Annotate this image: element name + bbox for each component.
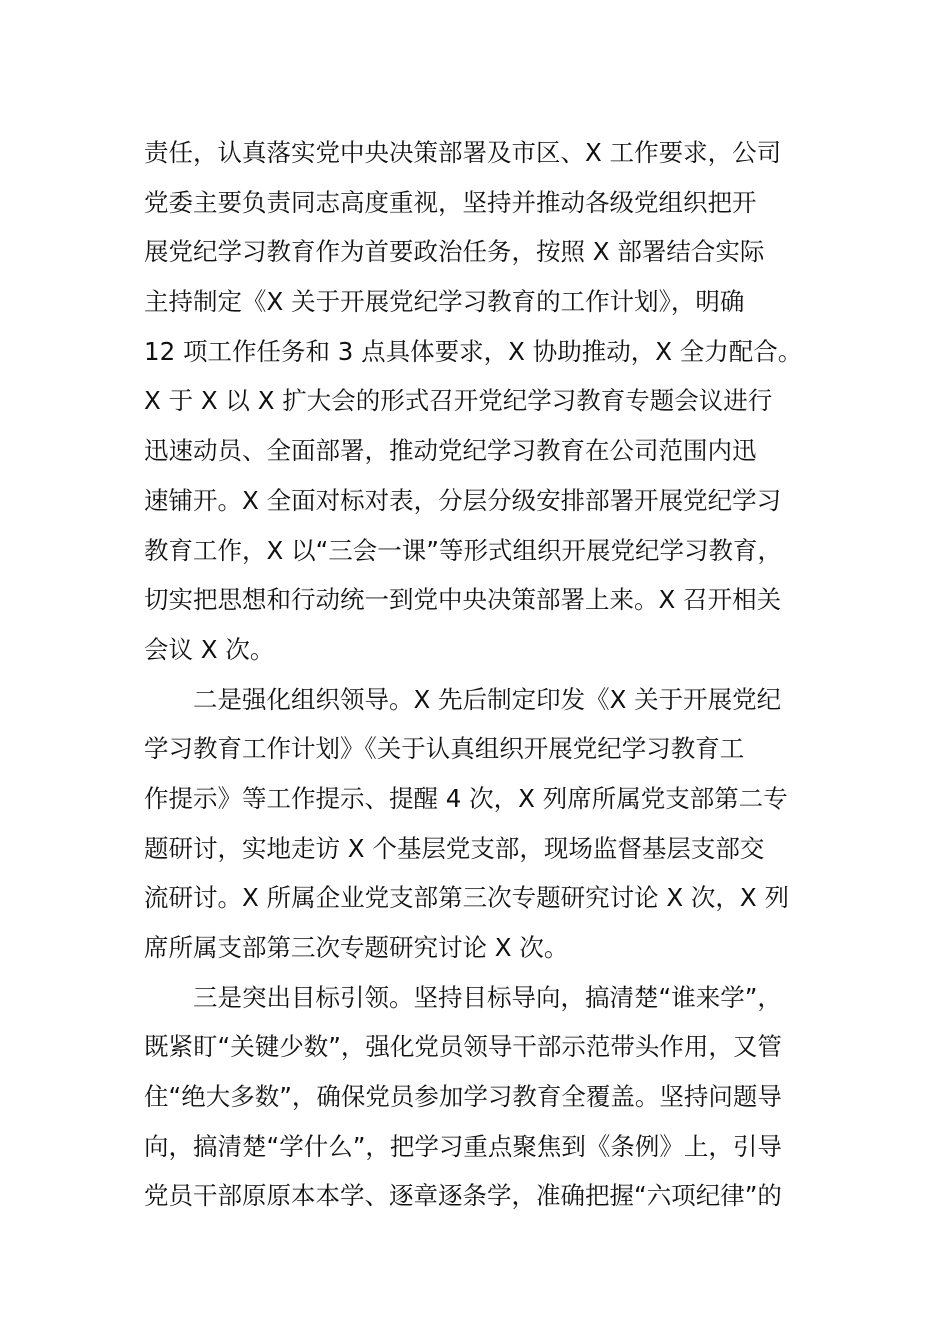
text-line: 既紧盯“关键少数”，强化党员领导干部示范带头作用，又管 xyxy=(144,1032,782,1062)
text-line: 席所属支部第三次专题研究讨论 X 次。 xyxy=(144,933,569,962)
text-line: 迅速动员、全面部署，推动党纪学习教育在公司范围内迅 xyxy=(144,436,757,466)
text-line: 学习教育工作计划》《关于认真组织开展党纪学习教育工 xyxy=(144,734,745,764)
text-line: 流研讨。X 所属企业党支部第三次专题研究讨论 X 次，X 列 xyxy=(144,883,790,913)
text-line: 住“绝大多数”，确保党员参加学习教育全覆盖。坚持问题导 xyxy=(144,1082,782,1112)
document-body xyxy=(144,128,824,1221)
text-line: 党员干部原原本本学、逐章逐条学，准确把握“六项纪律”的 xyxy=(144,1181,782,1211)
text-line: 主持制定《X 关于开展党纪学习教育的工作计划》，明确 xyxy=(144,287,745,317)
text-line: 责任，认真落实党中央决策部署及市区、X 工作要求，公司 xyxy=(144,138,782,167)
text-line: 教育工作，X 以“三会一课”等形式组织开展党纪学习教育， xyxy=(144,535,782,565)
text-line: 会议 X 次。 xyxy=(144,634,275,664)
paragraph-start-line: 二是强化组织领导。X 先后制定印发《X 关于开展党纪 xyxy=(193,684,782,714)
text-line: 切实把思想和行动统一到党中央决策部署上来。X 召开相关 xyxy=(144,585,782,615)
text-line: 向，搞清楚“学什么”，把学习重点聚焦到《条例》上，引导 xyxy=(144,1131,782,1161)
text-line: 党委主要负责同志高度重视，坚持并推动各级党组织把开 xyxy=(144,187,757,217)
text-line: 展党纪学习教育作为首要政治任务，按照 X 部署结合实际 xyxy=(144,237,765,267)
paragraph-start-line: 三是突出目标引领。坚持目标导向，搞清楚“谁来学”， xyxy=(193,982,782,1012)
text-line: 题研讨，实地走访 X 个基层党支部，现场监督基层支部交 xyxy=(144,833,765,863)
text-line: 速铺开。X 全面对标对表，分层分级安排部署开展党纪学习 xyxy=(144,485,782,515)
text-line: 12 项工作任务和 3 点具体要求，X 协助推动，X 全力配合。 xyxy=(144,336,803,366)
text-line: X 于 X 以 X 扩大会的形式召开党纪学习教育专题会议进行 xyxy=(144,386,773,416)
text-line: 作提示》等工作提示、提醒 4 次，X 列席所属党支部第二专 xyxy=(144,783,788,813)
